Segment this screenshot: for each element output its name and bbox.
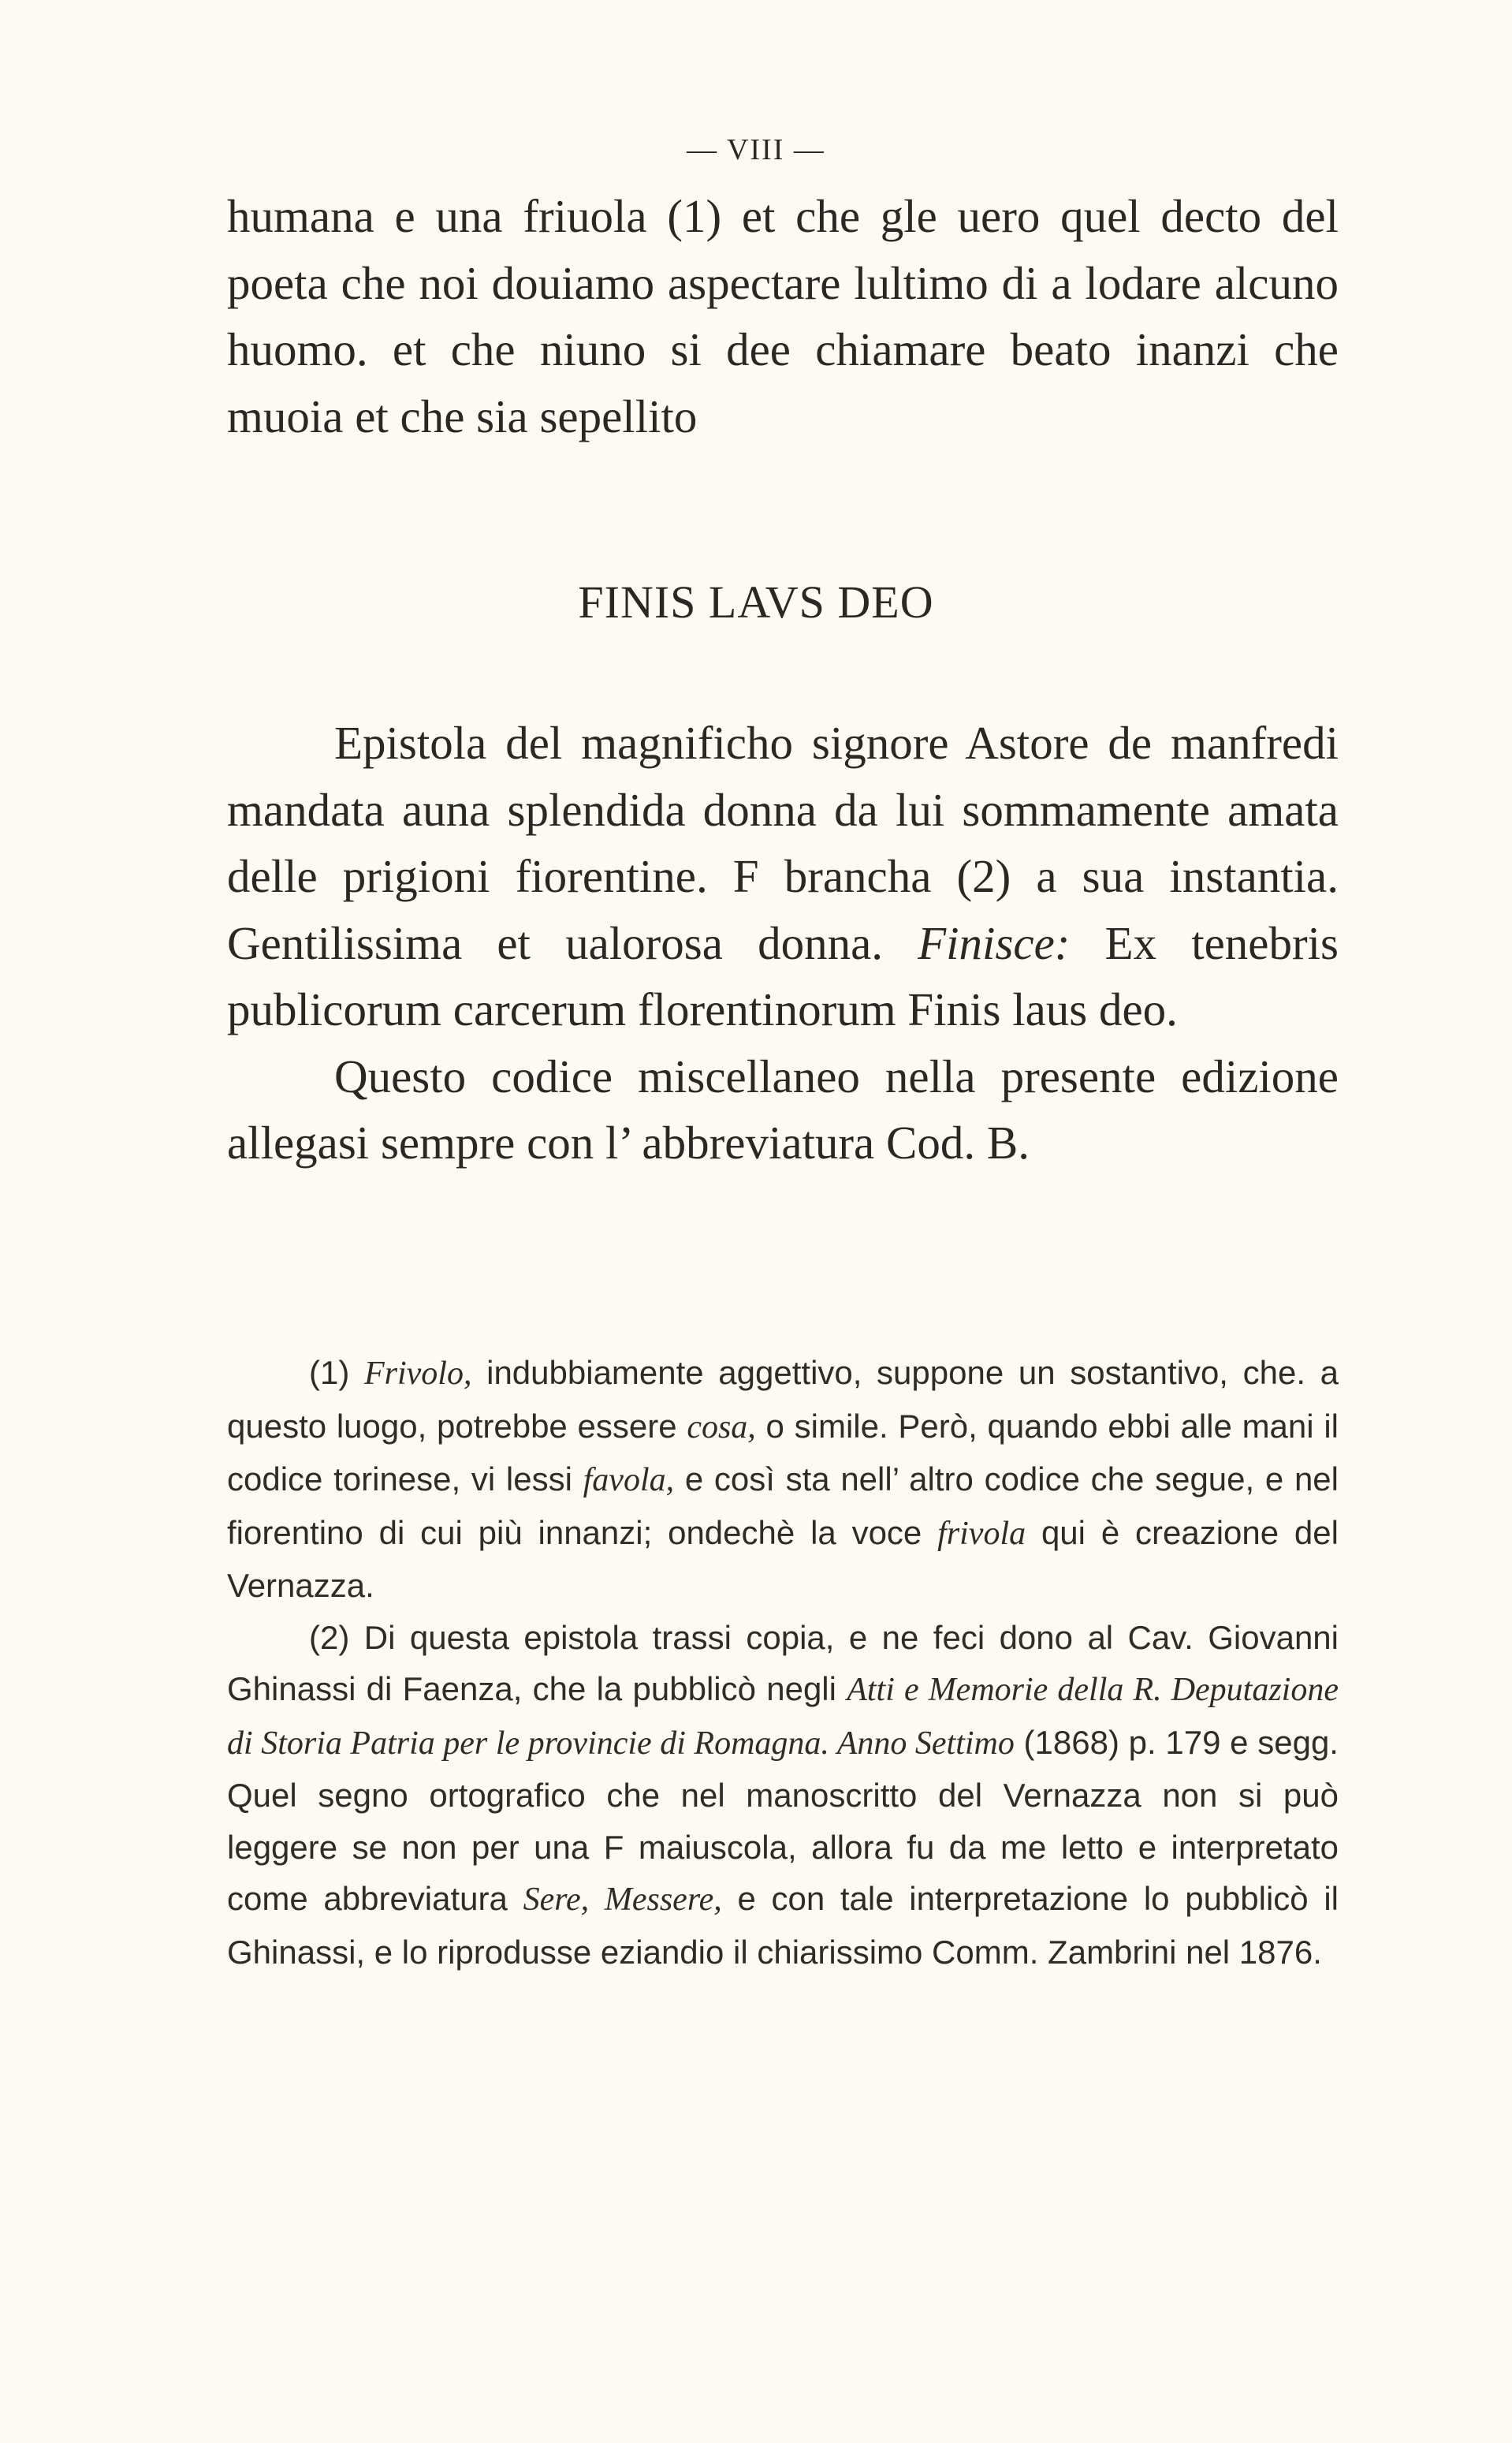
finis-heading: FINIS LAVS DEO bbox=[578, 576, 934, 628]
footnote-1-text-a: indubbiamente aggettivo, suppone un sostantivo, che. a questo luogo, potrebbe essere bbox=[227, 1354, 1339, 1445]
footnote-1-italic-favola: favola, bbox=[583, 1462, 675, 1498]
footnote-2-italic-sere: Sere, bbox=[523, 1882, 590, 1918]
footnote-1-text-b: o simile. Però, quando ebbi alle mani il codice torinese, vi lessi bbox=[227, 1407, 1339, 1498]
footnote-1-italic-cosa: cosa, bbox=[687, 1408, 756, 1445]
epistola-text bbox=[227, 710, 1339, 1043]
footnote-1-text-d: qui è creazione del Vernazza. bbox=[227, 1513, 1339, 1604]
footnote-2-text-c: e con tale interpretazione lo pubblicò il Ghinassi, e lo riprodusse eziandio il chiarissimo Comm. Zambrini nel 1876. bbox=[227, 1880, 1339, 1971]
page-number: — VIII — bbox=[687, 133, 825, 166]
codice-paragraph: Questo codice miscellaneo nella presente edizione allegasi sempre con l’ abbreviatura Cod. B. bbox=[227, 1050, 1339, 1169]
opening-paragraph bbox=[227, 183, 1339, 449]
epistola-text-b: Ex tenebris publicorum carcerum florentinorum Finis laus deo. bbox=[227, 916, 1339, 1035]
footnote-2-text-a: (2) Di questa epistola trassi copia, e ne feci dono al Cav. Giovanni Ghinassi di Faenza, che la pubblicò negli bbox=[227, 1618, 1339, 1707]
finisce-label: Finisce: bbox=[918, 916, 1071, 969]
footnote-2 bbox=[227, 1612, 1339, 1979]
footnote-2-italic-title: Atti e Memorie della R. Deputazione di Storia Patria per le provincie di Romagna. Anno Settimo bbox=[227, 1672, 1339, 1762]
footnote-2-text-b: (1868) p. 179 e segg. Quel segno ortografico che nel manoscritto del Vernazza non si può leggere se non per una F maiuscola, allora fu da me letto e interpretato come abbreviatura bbox=[227, 1723, 1339, 1917]
footnote-1 bbox=[227, 1347, 1339, 1612]
epistola-paragraph bbox=[227, 710, 1339, 1177]
footnote-1-text-c: e così sta nell’ altro codice che segue, e nel fiorentino di cui più innanzi; ondechè la voce bbox=[227, 1460, 1339, 1551]
opening-paragraph-text: humana e una friuola (1) et che gle uero quel decto del poeta che noi douiamo aspectare lultimo di a lodare alcuno huomo. et che niuno si dee chiamare beato inanzi che muoia et che sia sepellito bbox=[227, 190, 1339, 442]
footnotes bbox=[227, 1347, 1339, 1978]
footnote-2-italic-messere: Messere, bbox=[604, 1882, 722, 1918]
footnote-1-italic-frivolo: Frivolo, bbox=[363, 1356, 472, 1392]
epistola-text-a: Epistola del magnificho signore Astore de manfredi mandata auna splendida donna da lui sommamente amata delle prigioni fiorentine. F brancha (2) a sua instantia. Gentilissima et ualorosa donna. bbox=[227, 717, 1339, 969]
footnote-2-space bbox=[589, 1880, 605, 1917]
footnote-1-italic-frivola: frivola bbox=[937, 1515, 1026, 1552]
footnote-1-marker: (1) bbox=[309, 1354, 364, 1391]
